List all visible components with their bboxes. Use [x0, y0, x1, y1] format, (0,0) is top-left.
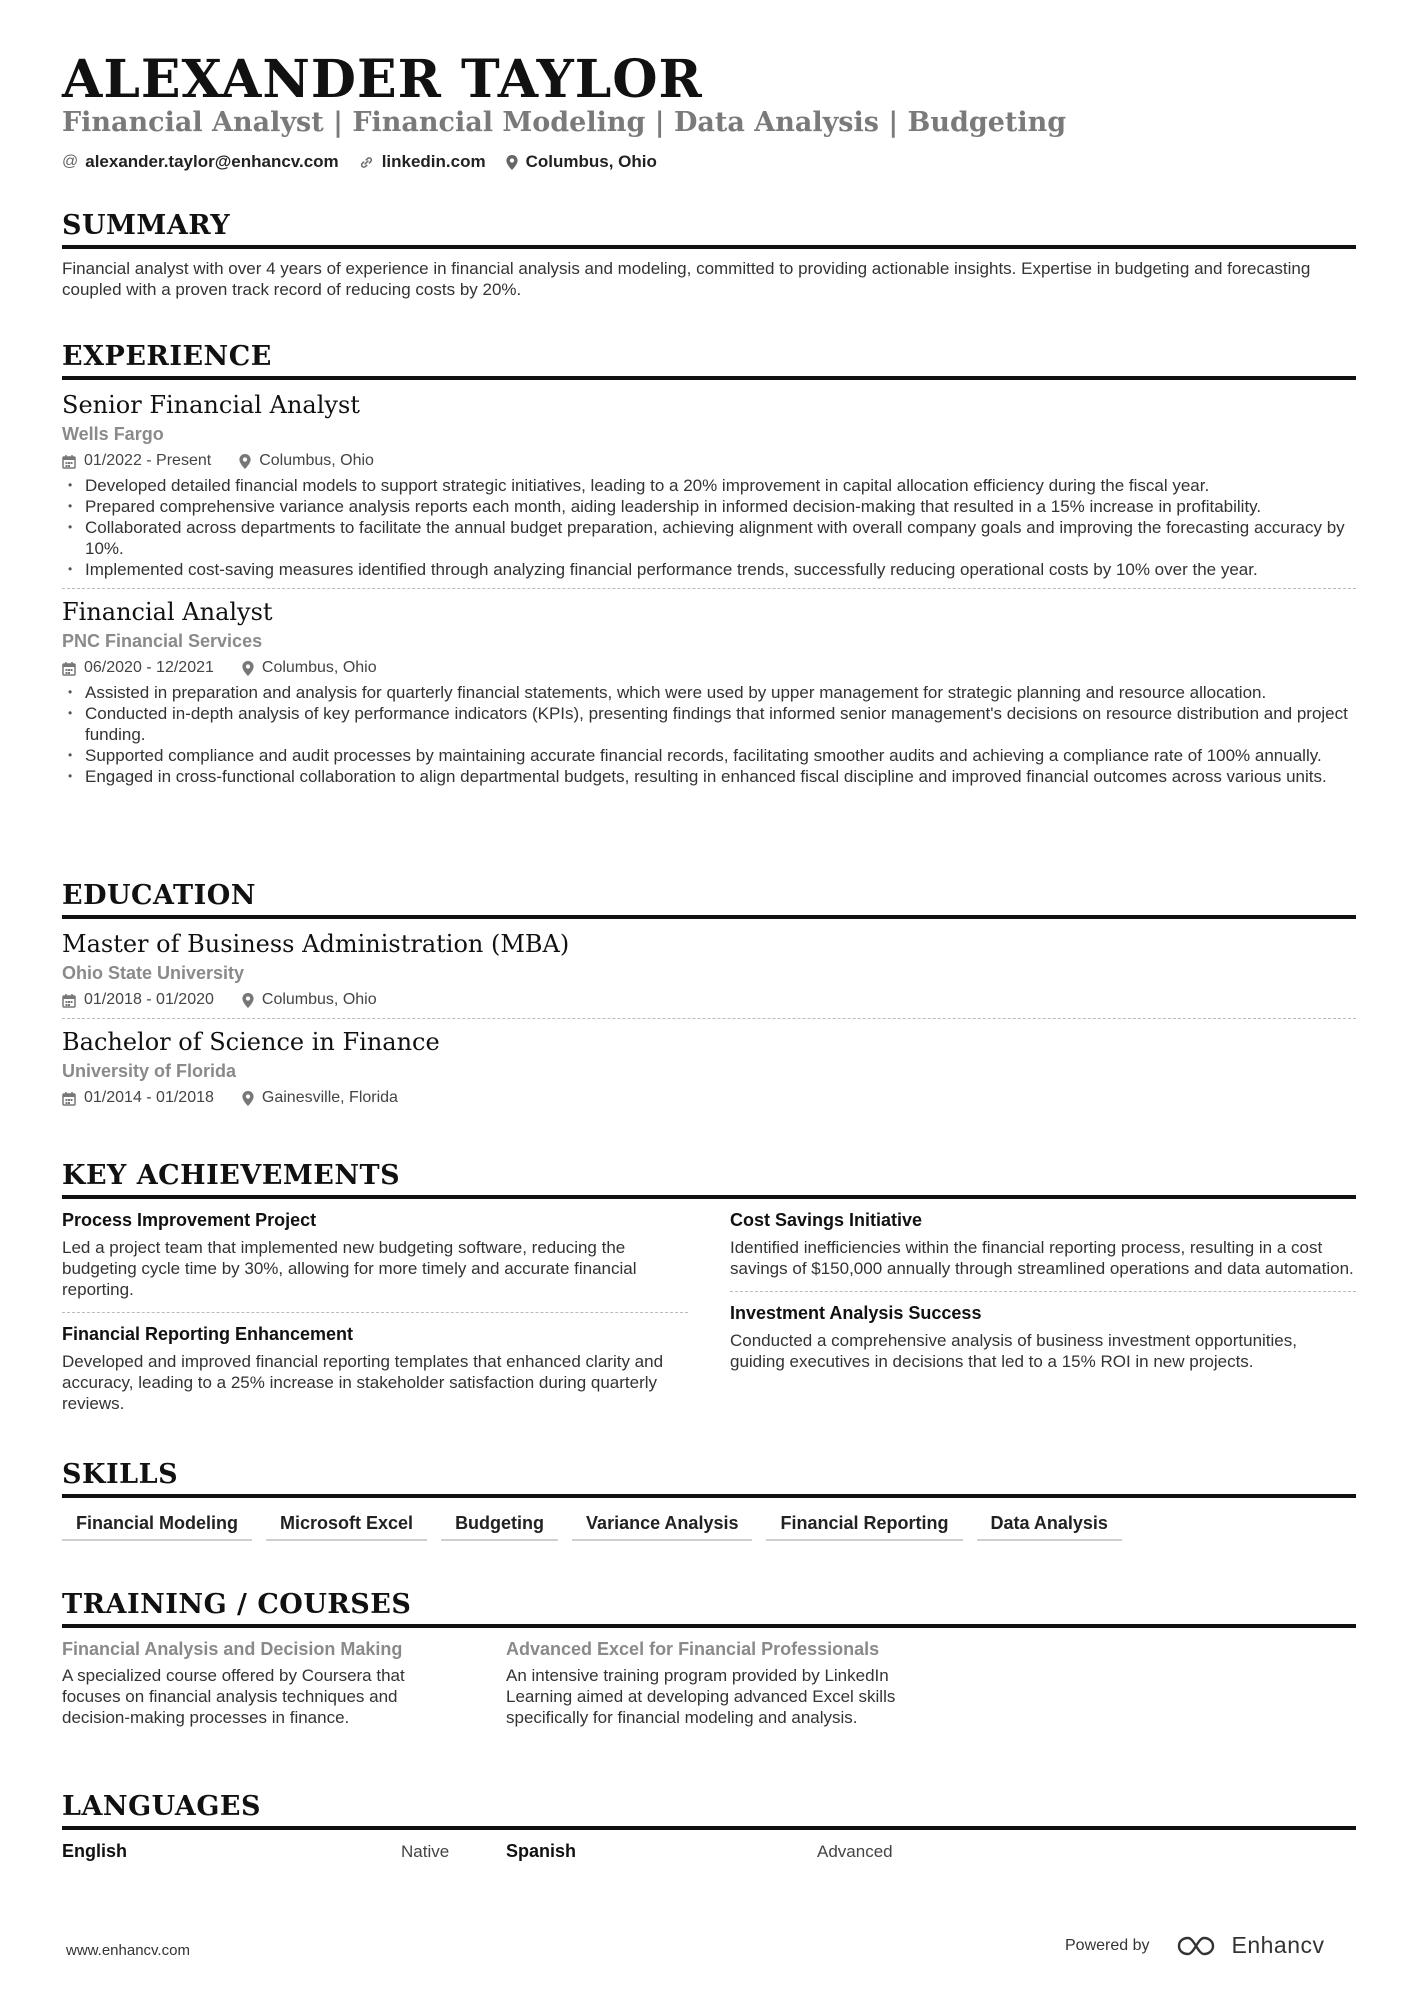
education-location	[242, 1088, 398, 1108]
contact-bar	[62, 151, 677, 173]
contact-linkedin[interactable]	[359, 151, 486, 173]
section-title-education: EDUCATION	[62, 880, 256, 911]
job-meta	[62, 658, 1356, 678]
language-level: Advanced	[817, 1842, 893, 1861]
dates-text: 01/2022 - Present	[84, 452, 212, 469]
entry-divider	[62, 1018, 1356, 1019]
summary-section	[62, 210, 1356, 300]
skill-tag: Microsoft Excel	[266, 1507, 427, 1541]
achievement-title: Cost Savings Initiative	[730, 1210, 923, 1230]
list-item: • Collaborated across departments to facilitate the annual budget preparation, achieving alignment with overall company goals and improving the forecasting accuracy by 10%.	[62, 517, 1356, 559]
course-title: Financial Analysis and Decision Making	[62, 1639, 403, 1659]
degree-title: Bachelor of Science in Finance	[62, 1028, 440, 1056]
footer-website-link[interactable]: www.enhancv.com	[66, 1942, 190, 1959]
training-section	[62, 1589, 1356, 1728]
job-title: Senior Financial Analyst	[62, 391, 360, 419]
section-divider	[62, 245, 1356, 249]
achievement-text: Developed and improved financial reporting templates that enhanced clarity and accuracy, leading to a 25% increase in stakeholder satisfaction during quarterly reviews.	[62, 1352, 664, 1413]
list-item: • Conducted in-depth analysis of key performance indicators (KPIs), presenting findings that informed senior management's decisions on resource distribution and project funding.	[62, 703, 1356, 745]
education-meta	[62, 1088, 1356, 1108]
job-dates	[62, 658, 214, 678]
section-title-languages: LANGUAGES	[62, 1791, 261, 1822]
calendar-icon	[62, 993, 76, 1008]
language-level: Native	[401, 1842, 450, 1861]
skill-tag: Budgeting	[441, 1507, 558, 1541]
email-text: alexander.taylor@enhancv.com	[85, 152, 339, 171]
course-item	[62, 1637, 437, 1728]
course-text: A specialized course offered by Coursera that focuses on financial analysis techniques and decision-making processes in finance.	[62, 1666, 405, 1727]
location-text: Columbus, Ohio	[525, 152, 657, 171]
skills-list	[62, 1507, 1356, 1541]
list-item: • Developed detailed financial models to support strategic initiatives, leading to a 20% improvement in capital allocation efficiency during the fiscal year.	[62, 475, 1356, 496]
courses-grid	[62, 1637, 1356, 1728]
achievements-section	[62, 1160, 1356, 1414]
section-title-achievements: KEY ACHIEVEMENTS	[62, 1160, 401, 1191]
summary-text: Financial analyst with over 4 years of experience in financial analysis and modeling, committed to providing actionable insights. Expertise in budgeting and forecasting coupled with a proven track record of reducing costs by 20%.	[62, 259, 1311, 299]
list-item: • Engaged in cross-functional collaboration to align departmental budgets, resulting in enhanced fiscal discipline and improved financial outcomes across various units.	[62, 766, 1356, 787]
powered-by-label: Powered by	[1065, 1936, 1150, 1954]
achievement-list	[62, 475, 1356, 580]
achievement-item	[730, 1209, 1356, 1292]
experience-entry	[62, 597, 1356, 787]
section-divider	[62, 1624, 1356, 1628]
at-icon: @	[62, 153, 79, 170]
entry-divider	[62, 588, 1356, 589]
language-name: English	[62, 1841, 128, 1861]
location-pin-icon	[242, 661, 254, 676]
section-divider	[62, 1494, 1356, 1498]
company-name: PNC Financial Services	[62, 631, 263, 651]
section-divider	[62, 376, 1356, 380]
course-title: Advanced Excel for Financial Professionals	[506, 1639, 880, 1659]
calendar-icon	[62, 1091, 76, 1106]
education-location	[242, 990, 377, 1010]
degree-title: Master of Business Administration (MBA)	[62, 930, 570, 958]
course-item	[506, 1637, 916, 1728]
experience-section	[62, 341, 1356, 787]
skill-tag: Financial Modeling	[62, 1507, 252, 1541]
contact-location	[506, 151, 657, 173]
skill-tag: Financial Reporting	[766, 1507, 962, 1541]
achievements-column-left	[62, 1209, 688, 1414]
achievement-text: Identified inefficiencies within the financial reporting process, resulting in a cost savings of $150,000 annually through streamlined operations and data automation.	[730, 1238, 1354, 1278]
calendar-icon	[62, 454, 76, 469]
list-item: • Prepared comprehensive variance analysis reports each month, aiding leadership in informed decision-making that resulted in a 15% increase in profitability.	[62, 496, 1356, 517]
education-section	[62, 880, 1356, 1108]
section-title-training: TRAINING / COURSES	[62, 1589, 412, 1620]
location-text: Gainesville, Florida	[261, 1089, 398, 1106]
skill-tag: Data Analysis	[977, 1507, 1122, 1541]
section-title-summary: SUMMARY	[62, 210, 231, 241]
education-meta	[62, 990, 1356, 1010]
location-pin-icon	[242, 993, 254, 1008]
achievements-grid	[62, 1209, 1356, 1414]
education-dates	[62, 990, 214, 1010]
list-item: • Supported compliance and audit processes by maintaining accurate financial records, facilitating smoother audits and achieving a compliance rate of 100% annually.	[62, 745, 1356, 766]
candidate-headline: Financial Analyst | Financial Modeling | Data Analysis | Budgeting	[62, 107, 1067, 138]
education-entry	[62, 929, 1356, 1010]
location-text: Columbus, Ohio	[261, 991, 377, 1008]
company-name: Wells Fargo	[62, 424, 164, 444]
dates-text: 01/2018 - 01/2020	[84, 991, 214, 1008]
footer-branding[interactable]	[1065, 1932, 1325, 1959]
languages-section	[62, 1791, 1356, 1871]
job-location	[239, 451, 374, 471]
job-title: Financial Analyst	[62, 598, 273, 626]
achievement-text: Conducted a comprehensive analysis of business investment opportunities, guiding executives in decisions that led to a 15% ROI in new projects.	[730, 1331, 1297, 1371]
achievement-item	[62, 1323, 688, 1414]
section-divider	[62, 915, 1356, 919]
linkedin-text: linkedin.com	[381, 152, 486, 171]
calendar-icon	[62, 661, 76, 676]
dates-text: 01/2014 - 01/2018	[84, 1089, 214, 1106]
achievement-title: Investment Analysis Success	[730, 1303, 982, 1323]
section-divider	[62, 1195, 1356, 1199]
contact-email[interactable]	[62, 151, 339, 173]
achievement-list	[62, 682, 1356, 787]
skills-section	[62, 1459, 1356, 1541]
achievement-title: Financial Reporting Enhancement	[62, 1324, 354, 1344]
section-title-skills: SKILLS	[62, 1459, 179, 1490]
location-text: Columbus, Ohio	[261, 659, 377, 676]
job-meta	[62, 451, 1356, 471]
achievements-column-right	[730, 1209, 1356, 1414]
link-icon	[359, 155, 374, 170]
job-dates	[62, 451, 211, 471]
list-item: • Assisted in preparation and analysis for quarterly financial statements, which were used by upper management for strategic planning and resource allocation.	[62, 682, 1356, 703]
job-location	[242, 658, 377, 678]
section-divider	[62, 1826, 1356, 1830]
achievement-title: Process Improvement Project	[62, 1210, 317, 1230]
candidate-name: ALEXANDER TAYLOR	[62, 49, 703, 110]
list-item: • Implemented cost-saving measures identified through analyzing financial performance trends, successfully reducing operational costs by 10% over the year.	[62, 559, 1356, 580]
school-name: Ohio State University	[62, 963, 245, 983]
achievement-item	[62, 1209, 688, 1313]
location-pin-icon	[239, 454, 251, 469]
school-name: University of Florida	[62, 1061, 237, 1081]
language-name: Spanish	[506, 1841, 577, 1861]
course-text: An intensive training program provided by LinkedIn Learning aimed at developing advanced Excel skills specifically for financial modeling and analysis.	[506, 1666, 896, 1727]
languages-list	[62, 1841, 1356, 1871]
achievement-text: Led a project team that implemented new budgeting software, reducing the budgeting cycle time by 30%, allowing for more timely and accurate financial reporting.	[62, 1238, 637, 1299]
achievement-item	[730, 1302, 1356, 1372]
enhancv-logo-icon	[1176, 1934, 1222, 1958]
location-text: Columbus, Ohio	[259, 452, 374, 469]
brand-name: Enhancv	[1231, 1932, 1325, 1958]
skill-tag: Variance Analysis	[572, 1507, 752, 1541]
dates-text: 06/2020 - 12/2021	[84, 659, 214, 676]
experience-entry	[62, 390, 1356, 580]
section-title-experience: EXPERIENCE	[62, 341, 272, 372]
location-pin-icon	[242, 1091, 254, 1106]
education-entry	[62, 1027, 1356, 1108]
location-pin-icon	[506, 155, 518, 170]
education-dates	[62, 1088, 214, 1108]
